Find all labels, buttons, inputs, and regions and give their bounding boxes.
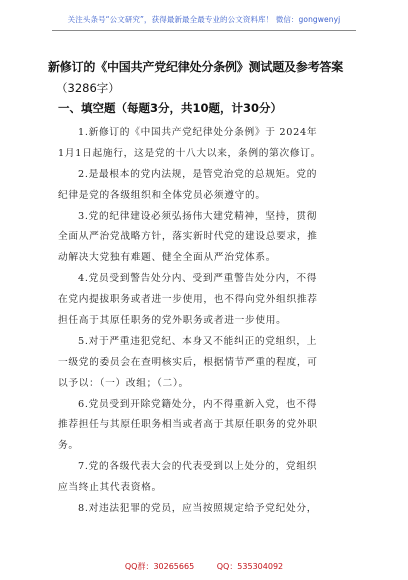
body-line: 推荐担任与其原任职务相当或者高于其原任职务的党外职 <box>58 419 318 431</box>
body-line: 1月1日起施行，这是党的十八大以来，条例的第次修订。 <box>58 147 322 159</box>
body-line: 务。 <box>58 440 79 452</box>
body-line: 3.党的纪律建设必须弘扬伟大建党精神，坚持，贯彻 <box>78 210 318 222</box>
body-line: 6.党员受到开除党籍处分，内不得重新入党，也不得 <box>78 398 318 410</box>
body-line: 在党内提拔职务或者进一步使用，也不得向党外组织推荐 <box>58 294 318 306</box>
body-line: 5.对于严重违犯党纪、本身又不能纠正的党组织，上 <box>78 335 318 347</box>
body-line: 8.对违法犯罪的党员，应当按照规定给予党纪处分， <box>78 503 318 515</box>
header-divider <box>52 30 356 31</box>
section-heading: 一、填空题（每题3分，共10题，计30分） <box>58 101 283 115</box>
document-body <box>58 123 360 520</box>
body-line: 应当终止其代表资格。 <box>58 482 162 494</box>
body-line: 一级党的委员会在查明核实后，根据情节严重的程度，可 <box>58 356 318 368</box>
body-line: 4.党员受到警告处分内、受到严重警告处分内，不得 <box>78 273 318 285</box>
body-line: 1.新修订的《中国共产党纪律处分条例》于 2024年 <box>78 127 318 138</box>
document-title: 新修订的《中国共产党纪律处分条例》测试题及参考答案 <box>48 60 344 74</box>
body-line: 全面从严治党战略方针，落实新时代党的建设总要求，推 <box>58 231 318 243</box>
body-line: 担任高于其原任职务的党外职务或者进一步使用。 <box>58 315 287 327</box>
header-promo-note: 关注头条号“公文研究”，获得最新最全最专业的公文资料库！ 微信：gongwenyj <box>67 15 341 24</box>
footer-qq-contact: QQ：535304092 <box>216 562 284 571</box>
body-line: 纪律是党的各级组织和全体党员必须遵守的。 <box>58 189 266 201</box>
body-line: 以予以：（一）改组；（二）。 <box>58 377 189 389</box>
body-line: 7.党的各级代表大会的代表受到以上处分的，党组织 <box>78 461 318 473</box>
body-line: 动解决大党独有难题、健全全面从严治党体系。 <box>58 252 277 264</box>
footer-qq-group: QQ群：30265665 <box>124 562 195 571</box>
word-count: （3286字） <box>56 81 120 95</box>
footer-contact <box>0 561 408 572</box>
body-line: 2.是最根本的党内法规，是管党治党的总规矩。党的 <box>78 168 318 180</box>
